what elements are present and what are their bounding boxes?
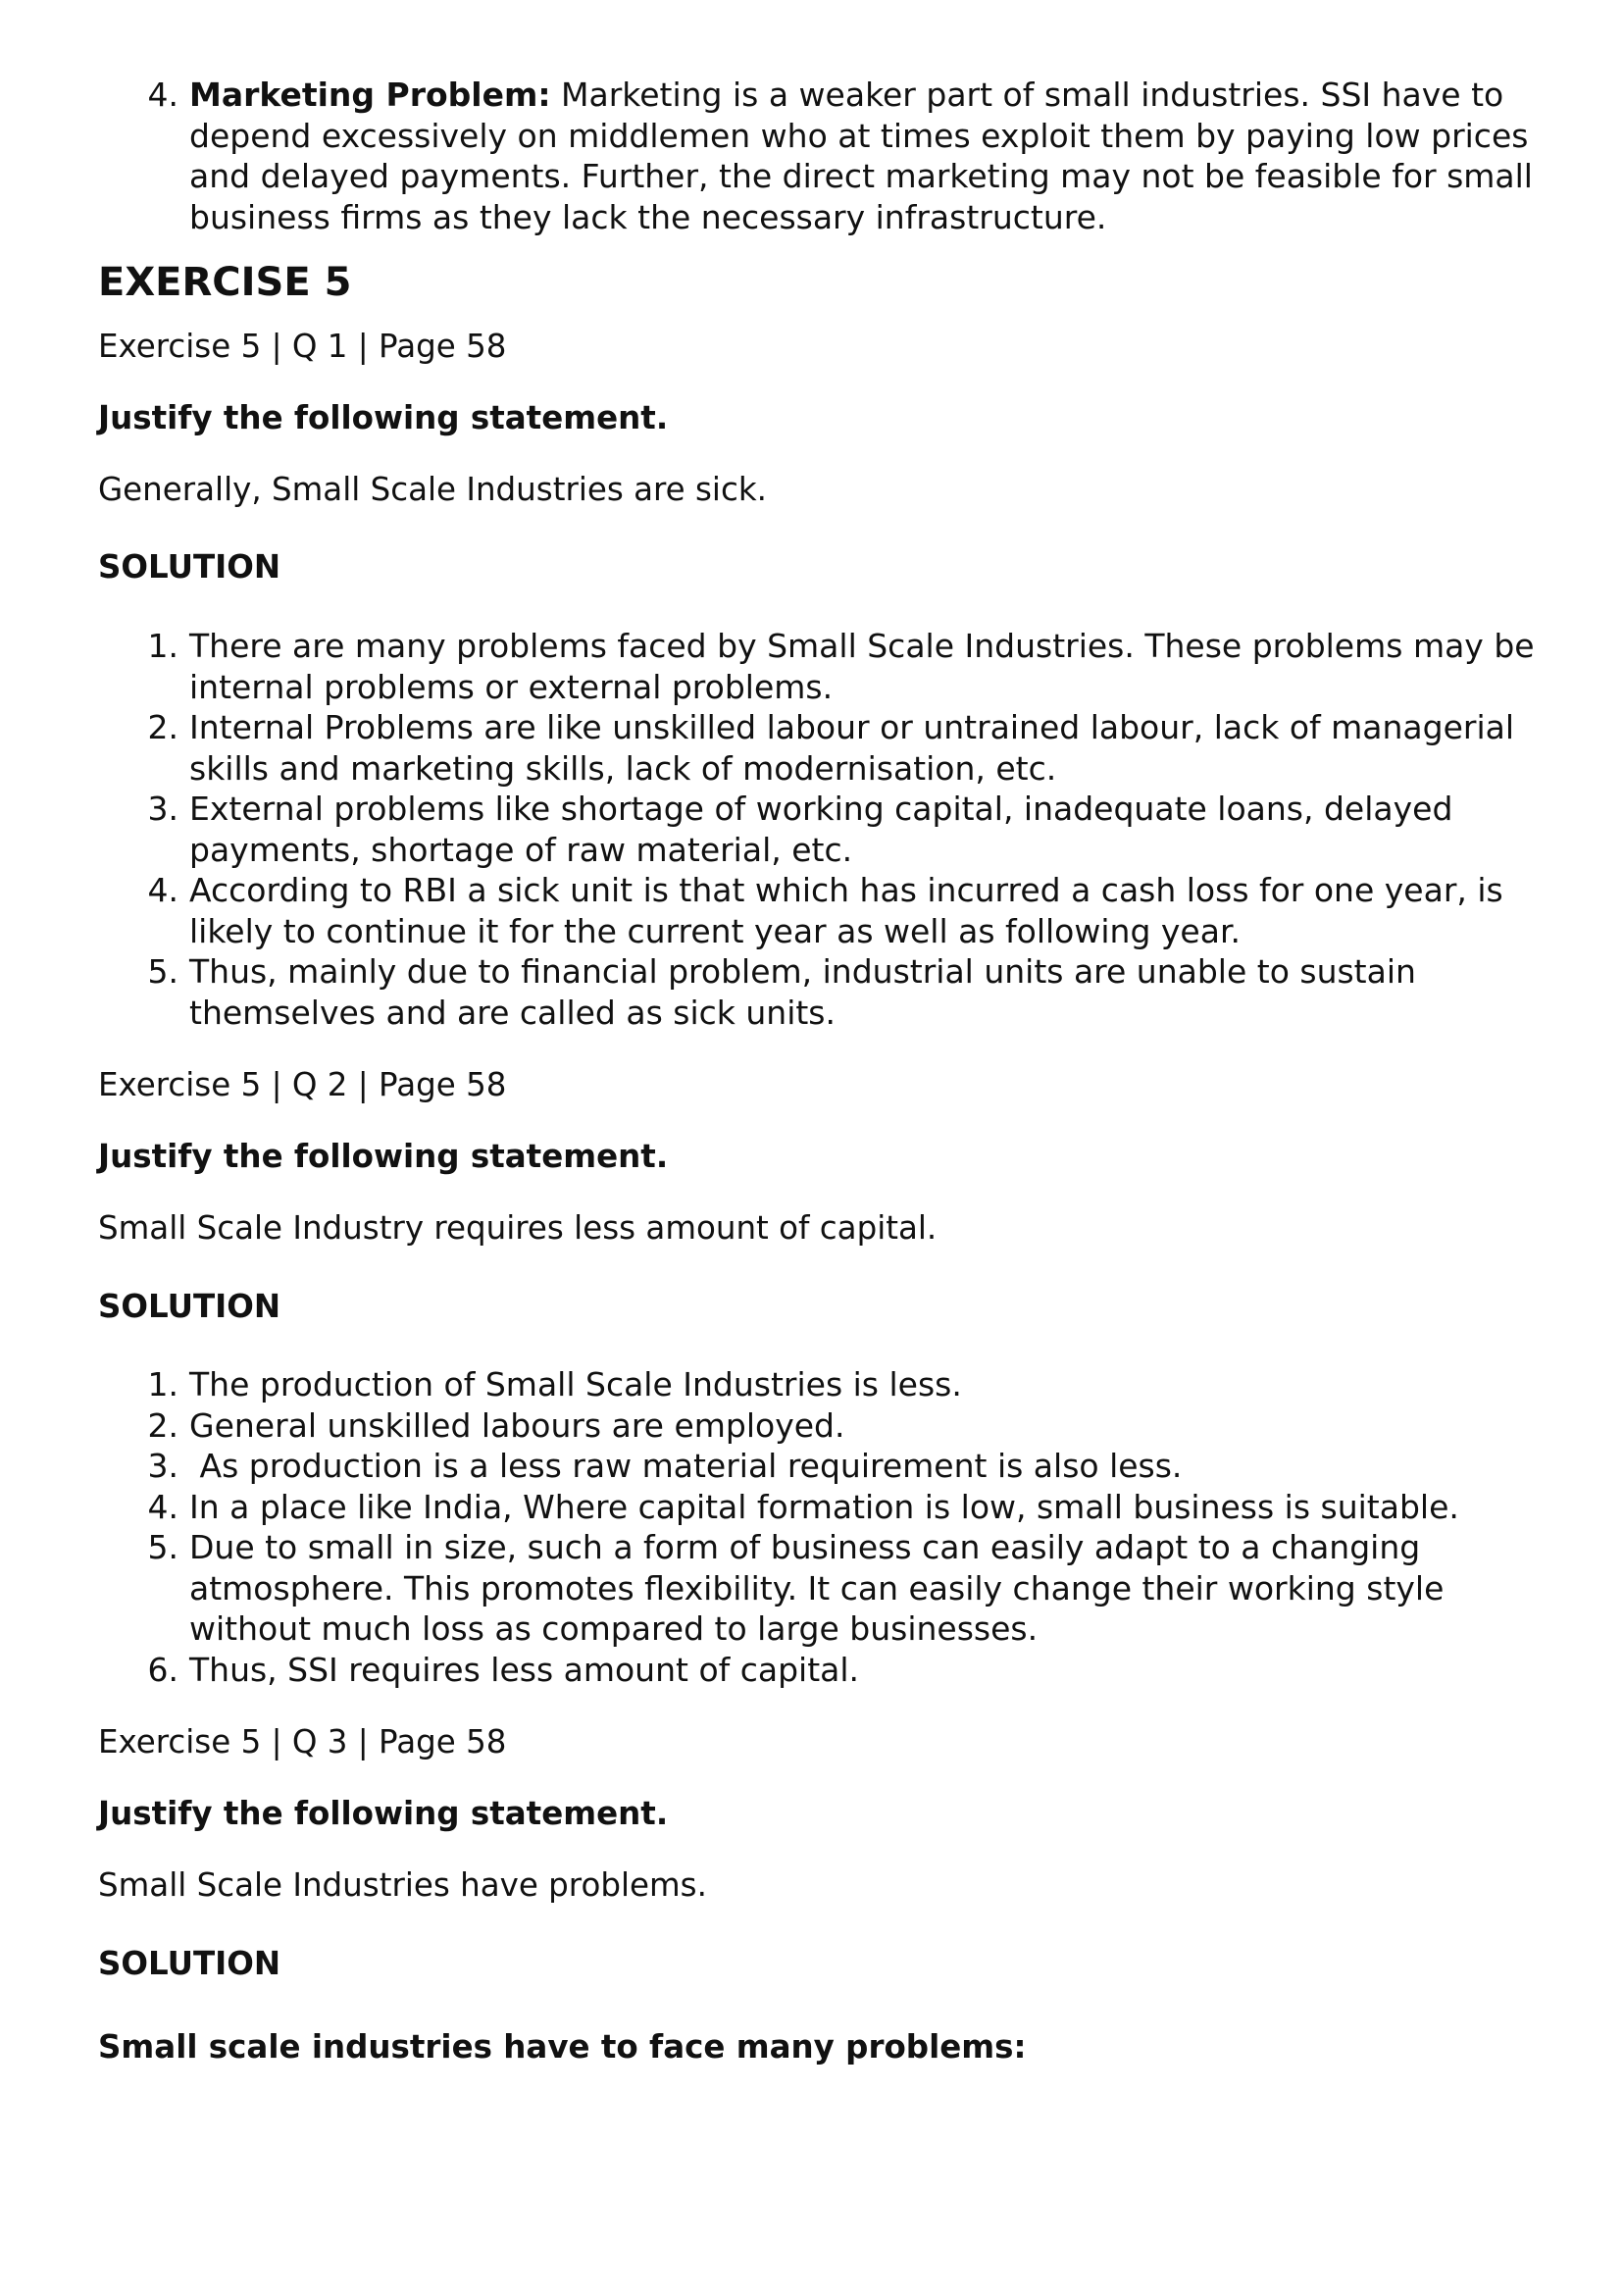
list-item xyxy=(98,1364,1549,1405)
question-statement: Small Scale Industry requires less amount of capital. xyxy=(98,1209,938,1247)
item-line: In a place like India, Where capital formation is low, small business is suitable. xyxy=(189,1487,1459,1526)
solution-label: SOLUTION xyxy=(98,548,281,586)
question-statement: Generally, Small Scale Industries are sick. xyxy=(98,471,767,508)
item-line: and delayed payments. Further, the direct marketing may not be feasible for small xyxy=(189,157,1533,195)
item-line: Internal Problems are like unskilled labour or untrained labour, lack of managerial xyxy=(189,708,1515,746)
solution-list xyxy=(98,626,1549,1033)
item-line: likely to continue it for the current year as well as following year. xyxy=(189,911,1241,950)
carryover-list xyxy=(98,75,1549,237)
item-line: business firms as they lack the necessary infrastructure. xyxy=(189,197,1107,236)
list-number: 3. xyxy=(147,1447,178,1485)
item-line: depend excessively on middlemen who at times exploit them by paying low prices xyxy=(189,116,1529,155)
list-item xyxy=(98,1405,1549,1447)
list-item xyxy=(98,1487,1549,1528)
solution-label: SOLUTION xyxy=(98,1288,281,1325)
solution-list xyxy=(98,1364,1549,1690)
list-number: 3. xyxy=(147,790,178,828)
item-line: There are many problems faced by Small Scale Industries. These problems may be xyxy=(189,627,1535,665)
list-number: 2. xyxy=(147,708,178,746)
item-lead-term: Marketing Problem: xyxy=(189,76,551,114)
item-line: themselves and are called as sick units. xyxy=(189,993,836,1032)
list-number: 6. xyxy=(147,1650,178,1689)
list-item xyxy=(98,75,1549,237)
item-line: internal problems or external problems. xyxy=(189,667,834,706)
item-line: skills and marketing skills, lack of modernisation, etc. xyxy=(189,748,1057,788)
question-meta: Exercise 5 | Q 3 | Page 58 xyxy=(98,1723,507,1760)
list-item xyxy=(98,951,1549,1033)
item-line: Thus, SSI requires less amount of capital. xyxy=(189,1650,860,1689)
question-heading: Justify the following statement. xyxy=(98,1138,669,1175)
list-item xyxy=(98,870,1549,951)
list-number: 4. xyxy=(147,1487,178,1526)
solution-label: SOLUTION xyxy=(98,1945,281,1982)
item-line: Marketing is a weaker part of small industries. SSI have to xyxy=(550,76,1504,114)
item-line: Thus, mainly due to financial problem, industrial units are unable to sustain xyxy=(189,952,1416,991)
list-number: 2. xyxy=(147,1405,178,1445)
item-line: without much loss as compared to large businesses. xyxy=(189,1609,1039,1648)
question-block xyxy=(98,1065,1549,1690)
list-item xyxy=(98,1650,1549,1691)
item-line: atmosphere. This promotes flexibility. It can easily change their working style xyxy=(189,1568,1445,1607)
item-line: External problems like shortage of working capital, inadequate loans, delayed xyxy=(189,790,1453,828)
list-number: 5. xyxy=(147,952,178,991)
list-number: 1. xyxy=(147,627,178,665)
question-meta: Exercise 5 | Q 1 | Page 58 xyxy=(98,328,507,365)
document-page xyxy=(98,75,1549,2066)
question-statement: Small Scale Industries have problems. xyxy=(98,1866,707,1904)
list-number: 5. xyxy=(147,1528,178,1566)
list-number: 4. xyxy=(147,871,178,909)
list-item xyxy=(98,626,1549,707)
list-item xyxy=(98,1527,1549,1650)
question-block xyxy=(98,327,1549,1033)
list-item xyxy=(98,1446,1549,1487)
solution-subheading: Small scale industries have to face many problems: xyxy=(98,2028,1027,2066)
list-item xyxy=(98,707,1549,789)
item-line: As production is a less raw material requirement is also less. xyxy=(189,1447,1183,1485)
item-line: payments, shortage of raw material, etc. xyxy=(189,830,853,869)
list-item xyxy=(98,789,1549,870)
question-heading: Justify the following statement. xyxy=(98,1795,669,1832)
question-block xyxy=(98,1722,1549,2066)
question-meta: Exercise 5 | Q 2 | Page 58 xyxy=(98,1066,507,1103)
question-heading: Justify the following statement. xyxy=(98,399,669,436)
item-line: The production of Small Scale Industries is less. xyxy=(189,1365,962,1403)
item-line: Due to small in size, such a form of business can easily adapt to a changing xyxy=(189,1528,1421,1566)
item-line: According to RBI a sick unit is that which has incurred a cash loss for one year, is xyxy=(189,871,1503,909)
exercise-title: EXERCISE 5 xyxy=(98,260,352,305)
item-line: General unskilled labours are employed. xyxy=(189,1405,845,1445)
list-number: 4. xyxy=(147,76,178,114)
list-number: 1. xyxy=(147,1365,178,1403)
